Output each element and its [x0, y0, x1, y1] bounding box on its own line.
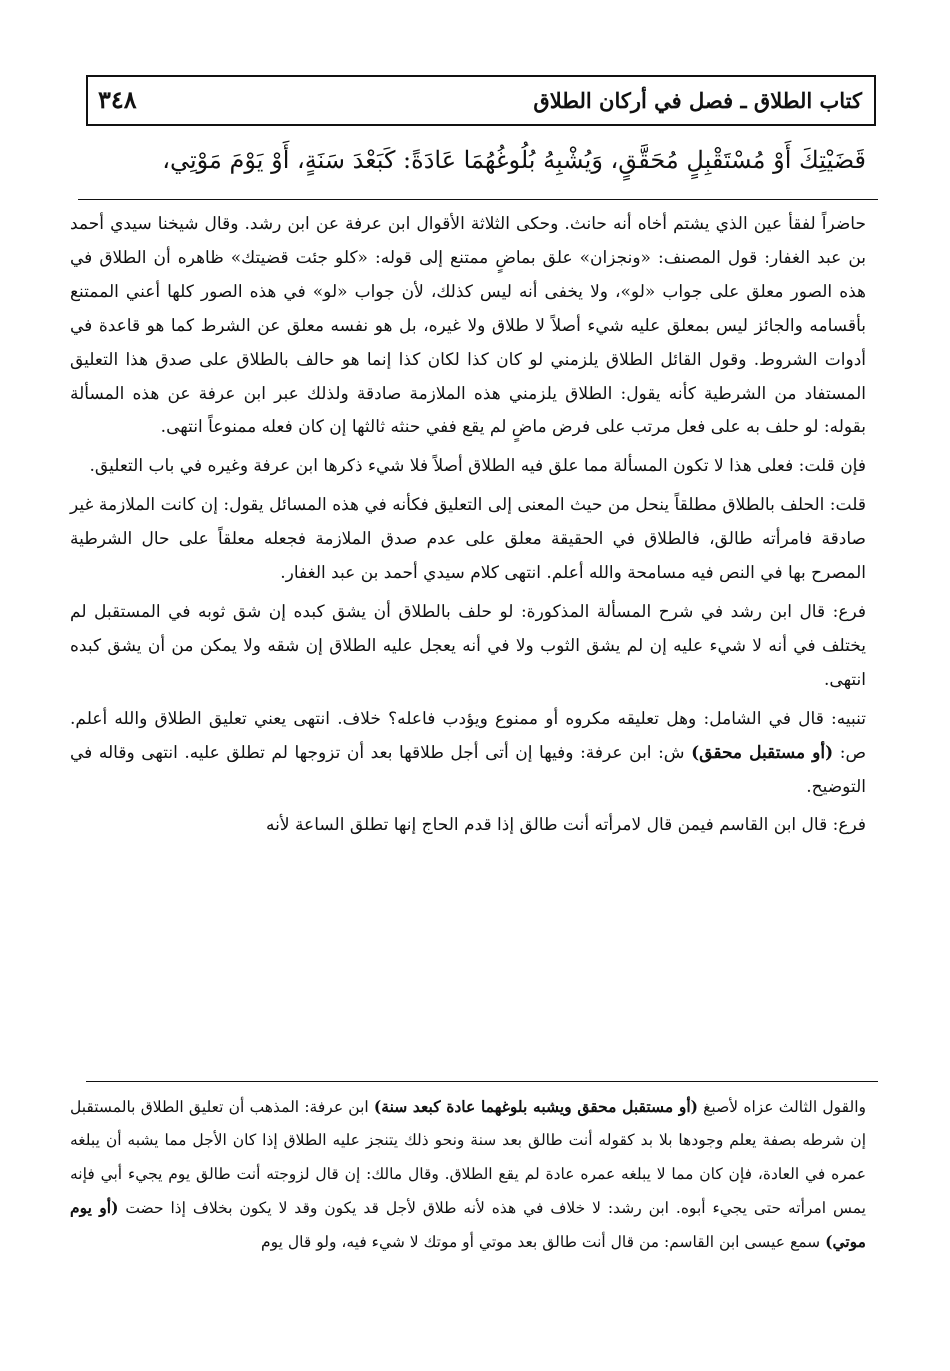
paragraph-text: تنبيه: قال في الشامل: وهل تعليقه مكروه أو ممنوع ويؤدب فاعله؟ خلاف. انتهى يعني تعليق الطلاق والله أعلم. ص: [70, 708, 866, 763]
footnote-text: والقول الثالث عزاه لأصبغ [697, 1098, 866, 1116]
footnote-text: سمع عيسى ابن القاسم: من قال أنت طالق بعد موتي أو موتك لا شيء فيه، ولو قال يوم [261, 1233, 826, 1252]
matn-quote: (أو مستقبل محقق ويشبه بلوغهما عادة كبعد سنة) [373, 1097, 698, 1116]
commentary-paragraph: قلت: الحلف بالطلاق مطلقاً ينحل من حيث المعنى إلى التعليق فكأنه في هذه المسائل يقول: إن كانت الملازمة غير صادقة فامرأته طالق، فالطلاق في الحقيقة معلق على عدم صدق الملازمة فجعله معلقاً على حال الشرطية المصرح بها في النص فيه مسامحة والله أعلم. انتهى كلام سيدي أحمد بن عبد الغفار. [70, 495, 866, 584]
footnote-paragraph [70, 1090, 866, 1259]
commentary-body [70, 208, 866, 848]
matn-text: قَضَيْتِكَ أَوْ مُسْتَقْبِلٍ مُحَقَّقٍ، وَيُشْبِهُ بُلُوغُهُمَا عَادَةً: كَبَعْدَ سَنَةٍ، أَوْ يَوْمَ مَوْتِي، [162, 146, 866, 174]
matn-quote: (أو مستقبل محقق) [691, 742, 834, 763]
running-title: كتاب الطلاق ـ فصل في أركان الطلاق [533, 88, 862, 113]
paragraph-text: ش: ابن عرفة: وفيها إن أتى أجل طلاقها بعد أن تزوجها لم تطلق عليه. انتهى وقاله في التوضيح. [70, 742, 866, 797]
commentary-paragraph: فرع: قال ابن القاسم فيمن قال لامرأته أنت طالق إذا قدم الحاج إنها تطلق الساعة لأنه [266, 815, 866, 836]
commentary-paragraph: فرع: قال ابن رشد في شرح المسألة المذكورة: لو حلف بالطلاق أن يشق كبده إن شق ثوبه في المستقبل لم يختلف في أنه لا شيء عليه إن لم يشق الثوب ولا في أنه يعجل عليه الطلاق إن شقه ولا يمكن من أن يشق كبده انتهى. [70, 601, 866, 690]
commentary-paragraph: فإن قلت: فعلى هذا لا تكون المسألة مما علق فيه الطلاق أصلاً فلا شيء ذكرها ابن عرفة وغيره في باب التعليق. [89, 456, 866, 477]
commentary-paragraph [70, 703, 866, 805]
footnote-text: ابن عرفة: المذهب أن تعليق الطلاق بالمستقبل إن شرطه بصفة يعلم وجودها بلا بد كقوله أنت طالق بعد سنة ونحو ذلك يتنجز عليه الطلاق إذا كان الأجل مما يشبه أن يبلغه عمره في العادة، فإن كان مما لا يبلغه عمره عادة لم يقع الطلاق. وقال مالك: إن قال لزوجته أنت طالق يوم يجيء أبي فإنه يمس امرأته حتى يجيء أبوه. ابن رشد: لا خلاف في هذه لأنه طلاق لأجل قد يكون وقد لا يكون بخلاف إذا حضت [70, 1098, 866, 1217]
commentary-paragraph: حاضراً لفقأ عين الذي يشتم أخاه أنه حانث. وحكى الثلاثة الأقوال ابن عرفة عن ابن رشد. وقال شيخنا سيدي أحمد بن عبد الغفار: قول المصنف: «ونجزان» علق بماضٍ ممتنع إلى قوله: «كلو جئت قضيتك» ظاهره أن الطلاق في هذه الصور معلق على جواب «لو»، ولا يخفى أنه ليس كذلك، لأن جواب «لو» في هذه الصور كلها أعني الممتنع بأقسامه والجائز ليس بمعلق عليه شيء أصلاً لا طلاق ولا غيره، بل هو نفسه معلق عن الشرط كما هو قاعدة في أدوات الشروط. وقول القائل الطلاق يلزمني لو كان كذا لكان كذا إنما هو حالف بالطلاق على صدق هذا التعليق المستفاد من الشرطية كأنه يقول: الطلاق يلزمني هذه الملازمة صادقة ولذلك عبر ابن عرفة عن هذه المسألة بقوله: لو حلف به على فعل مرتب على فرض ماضٍ لم يقع ففي حنثه ثالثها إن كان فعله ممنوعاً انتهى. [70, 214, 866, 438]
matn-quote: (أو يوم موتي) [70, 1197, 866, 1252]
running-header [86, 75, 876, 126]
matn-divider [78, 199, 878, 200]
footnotes [70, 1090, 866, 1259]
footnote-divider [86, 1081, 878, 1082]
page-number: ٣٤٨ [98, 85, 137, 114]
